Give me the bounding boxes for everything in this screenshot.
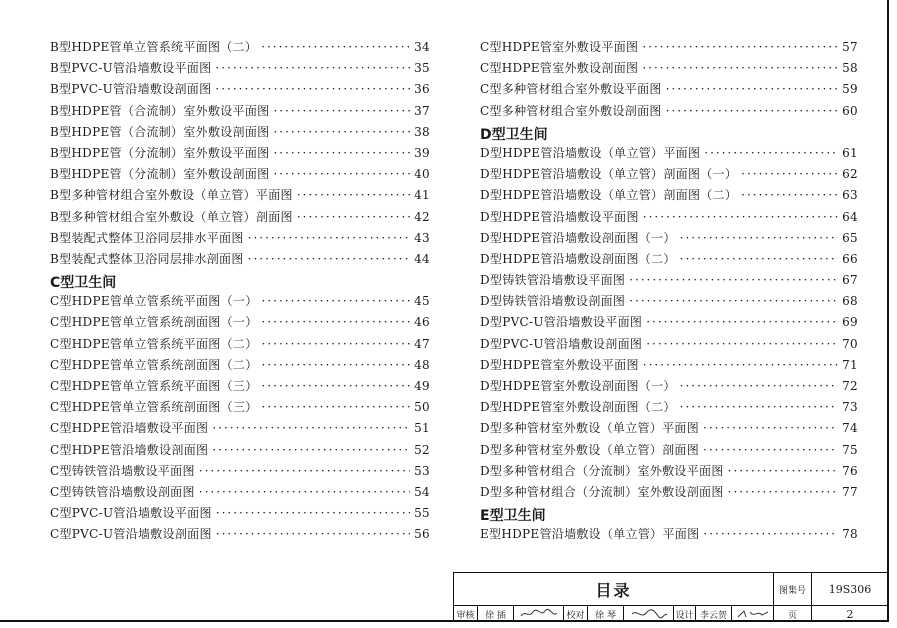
toc-entry xyxy=(50,80,430,101)
toc-entry-page: 63 xyxy=(842,188,858,203)
toc-entry-title: D型铸铁管沿墙敷设剖面图 xyxy=(480,294,626,309)
toc-entry-page: 73 xyxy=(842,400,858,415)
dot-leader xyxy=(199,464,410,478)
toc-entry-page: 67 xyxy=(842,273,858,288)
toc-entry-page: 61 xyxy=(842,145,858,160)
signature-row xyxy=(454,605,888,621)
dot-leader xyxy=(216,527,410,541)
toc-entry-page: 39 xyxy=(414,145,430,160)
toc-entry-title: D型PVC-U管沿墙敷设平面图 xyxy=(480,315,643,330)
dot-leader xyxy=(273,104,410,118)
toc-entry-title: C型多种管材组合室外敷设剖面图 xyxy=(480,103,662,118)
dot-leader xyxy=(629,294,838,308)
toc-entry-title: D型HDPE管室外敷设剖面图（一） xyxy=(480,379,676,393)
toc-entry xyxy=(480,292,858,313)
toc-entry-page: 60 xyxy=(842,103,858,118)
dot-leader xyxy=(728,485,838,499)
toc-entry-title: B型HDPE管（分流制）室外敷设平面图 xyxy=(50,145,270,160)
toc-entry-page: 38 xyxy=(414,124,430,139)
toc-entry-page: 44 xyxy=(414,251,430,266)
toc-entry-title: D型HDPE管沿墙敷设（单立管）平面图 xyxy=(480,145,701,160)
toc-entry-page: 65 xyxy=(842,230,858,245)
dot-leader xyxy=(262,379,410,393)
toc-entry-page: 64 xyxy=(842,209,858,224)
toc-entry-title: D型HDPE管室外敷设剖面图（二） xyxy=(480,400,676,415)
dot-leader xyxy=(248,231,410,245)
toc-entry xyxy=(480,144,858,165)
dot-leader xyxy=(261,40,410,54)
dot-leader xyxy=(629,273,838,287)
reviewer-signature xyxy=(514,606,564,622)
dot-leader xyxy=(262,358,410,372)
toc-entry-title: D型HDPE管沿墙敷设（单立管）剖面图（二） xyxy=(480,188,738,203)
toc-entry-page: 58 xyxy=(842,61,858,76)
toc-entry xyxy=(480,59,858,80)
dot-leader xyxy=(741,167,838,181)
dot-leader xyxy=(262,400,410,414)
toc-entry-title: C型HDPE管沿墙敷设平面图 xyxy=(50,421,209,436)
toc-entry xyxy=(480,356,858,377)
toc-entry-page: 62 xyxy=(842,167,858,182)
dot-leader xyxy=(704,146,838,160)
dot-leader xyxy=(646,337,838,351)
page-label: 页 xyxy=(774,606,812,622)
dot-leader xyxy=(680,231,838,245)
toc-entry-page: 75 xyxy=(842,442,858,457)
toc-entry xyxy=(480,229,858,250)
toc-entry-page: 55 xyxy=(414,506,430,521)
toc-entry xyxy=(50,102,430,123)
toc-entry-page: 48 xyxy=(414,357,430,372)
toc-entry-page: 76 xyxy=(842,463,858,478)
toc-entry xyxy=(50,525,430,546)
toc-entry-title: C型HDPE管室外敷设平面图 xyxy=(480,40,639,54)
dot-leader xyxy=(643,210,838,224)
toc-entry-page: 47 xyxy=(414,336,430,351)
toc-entry-title: B型HDPE管（合流制）室外敷设平面图 xyxy=(50,103,270,118)
reviewer-name: 徐 插 xyxy=(478,606,514,622)
dot-leader xyxy=(273,146,410,160)
dot-leader xyxy=(741,188,838,202)
section-heading: C型卫生间 xyxy=(50,275,117,292)
toc-left-column xyxy=(50,38,430,547)
toc-entry-title: C型HDPE管单立管系统平面图（一） xyxy=(50,294,258,309)
dot-leader xyxy=(728,464,838,478)
toc-entry xyxy=(50,313,430,334)
toc-entry-title: D型铸铁管沿墙敷设平面图 xyxy=(480,273,626,288)
toc-entry xyxy=(50,419,430,440)
toc-entry xyxy=(480,525,858,546)
check-label: 校对 xyxy=(564,606,588,622)
toc-entry-page: 69 xyxy=(842,315,858,330)
title-block xyxy=(453,572,887,620)
dot-leader xyxy=(666,82,838,96)
toc-entry-page: 52 xyxy=(414,442,430,457)
toc-entry xyxy=(480,335,858,356)
toc-entry-page: 42 xyxy=(414,209,430,224)
toc-entry-title: B型HDPE管单立管系统平面图（二） xyxy=(50,40,258,54)
dot-leader xyxy=(642,40,838,54)
dot-leader xyxy=(643,358,838,372)
title-block-title: 目录 xyxy=(454,573,774,605)
toc-entry-page: 34 xyxy=(414,40,430,54)
toc-entry xyxy=(50,229,430,250)
toc-entry-page: 53 xyxy=(414,463,430,478)
toc-entry xyxy=(50,38,430,59)
toc-entry xyxy=(480,186,858,207)
toc-entry-page: 41 xyxy=(414,188,430,203)
dot-leader xyxy=(642,61,838,75)
checker-signature xyxy=(624,606,674,622)
toc-entry-page: 35 xyxy=(414,61,430,76)
toc-entry-title: C型PVC-U管沿墙敷设平面图 xyxy=(50,506,212,521)
toc-entry xyxy=(50,208,430,229)
dot-leader xyxy=(199,485,410,499)
toc-entry xyxy=(50,250,430,271)
toc-entry-page: 74 xyxy=(842,421,858,436)
toc-entry xyxy=(50,59,430,80)
dot-leader xyxy=(215,82,410,96)
dot-leader xyxy=(646,315,838,329)
toc-entry-title: D型PVC-U管沿墙敷设剖面图 xyxy=(480,336,643,351)
toc-entry-page: 66 xyxy=(842,251,858,266)
dot-leader xyxy=(703,443,838,457)
toc-entry xyxy=(480,419,858,440)
checker-name: 徐 琴 xyxy=(588,606,624,622)
dot-leader xyxy=(212,443,410,457)
dot-leader xyxy=(703,527,838,541)
toc-entry-title: B型多种管材组合室外敷设（单立管）剖面图 xyxy=(50,209,293,224)
toc-entry-page: 45 xyxy=(414,294,430,309)
toc-entry-title: B型装配式整体卫浴同层排水平面图 xyxy=(50,230,244,245)
toc-entry-page: 40 xyxy=(414,167,430,182)
toc-entry xyxy=(50,292,430,313)
toc-entry xyxy=(480,38,858,59)
toc-entry-title: C型HDPE管室外敷设剖面图 xyxy=(480,61,639,76)
dot-leader xyxy=(273,125,410,139)
toc-entry xyxy=(480,165,858,186)
dot-leader xyxy=(262,294,410,308)
review-label: 审核 xyxy=(454,606,478,622)
toc-entry-title: C型HDPE管单立管系统剖面图（二） xyxy=(50,357,258,372)
toc-entry-title: D型HDPE管沿墙敷设剖面图（二） xyxy=(480,251,676,266)
toc-entry-page: 54 xyxy=(414,484,430,499)
toc-entry-page: 68 xyxy=(842,294,858,309)
toc-entry-page: 78 xyxy=(842,527,858,542)
dot-leader xyxy=(212,421,410,435)
toc-entry xyxy=(50,186,430,207)
toc-entry-title: D型多种管材组合（分流制）室外敷设平面图 xyxy=(480,463,724,478)
dot-leader xyxy=(297,210,410,224)
toc-entry xyxy=(50,441,430,462)
design-label: 设计 xyxy=(674,606,696,622)
toc-entry xyxy=(480,250,858,271)
toc-entry-title: C型PVC-U管沿墙敷设剖面图 xyxy=(50,527,212,542)
dot-leader xyxy=(216,506,410,520)
dot-leader xyxy=(680,379,838,393)
toc-entry xyxy=(50,144,430,165)
toc-entry xyxy=(50,504,430,525)
toc-entry xyxy=(480,462,858,483)
toc-entry-title: B型HDPE管（合流制）室外敷设剖面图 xyxy=(50,124,270,139)
toc-entry-title: E型HDPE管沿墙敷设（单立管）平面图 xyxy=(480,527,700,542)
toc-entry-title: C型多种管材组合室外敷设平面图 xyxy=(480,82,662,97)
toc-entry-title: D型HDPE管沿墙敷设剖面图（一） xyxy=(480,230,676,245)
toc-entry-page: 46 xyxy=(414,315,430,330)
toc-entry-title: D型HDPE管沿墙敷设平面图 xyxy=(480,209,639,224)
toc-entry xyxy=(50,462,430,483)
toc-entry-page: 57 xyxy=(842,40,858,54)
dot-leader xyxy=(262,337,410,351)
toc-entry-page: 51 xyxy=(414,421,430,436)
toc-entry xyxy=(480,271,858,292)
toc-entry-page: 37 xyxy=(414,103,430,118)
toc-entry xyxy=(50,398,430,419)
toc-entry-title: B型PVC-U管沿墙敷设平面图 xyxy=(50,61,212,76)
toc-entry xyxy=(50,335,430,356)
toc-entry-title: B型多种管材组合室外敷设（单立管）平面图 xyxy=(50,188,293,203)
dot-leader xyxy=(248,252,410,266)
dot-leader xyxy=(273,167,410,181)
toc-entry-page: 72 xyxy=(842,379,858,393)
toc-entry xyxy=(480,80,858,101)
toc-entry xyxy=(50,483,430,504)
toc-entry xyxy=(50,123,430,144)
toc-entry-title: B型装配式整体卫浴同层排水剖面图 xyxy=(50,251,244,266)
toc-entry-page: 59 xyxy=(842,82,858,97)
dot-leader xyxy=(297,188,410,202)
toc-entry xyxy=(480,102,858,123)
designer-signature xyxy=(732,606,774,622)
toc-entry xyxy=(480,441,858,462)
toc-entry-title: C型HDPE管单立管系统剖面图（三） xyxy=(50,400,258,415)
toc-entry xyxy=(50,165,430,186)
toc-entry-title: C型铸铁管沿墙敷设剖面图 xyxy=(50,484,195,499)
page-number: 2 xyxy=(846,607,854,621)
toc-entry xyxy=(480,377,858,398)
toc-entry-page: 50 xyxy=(414,400,430,415)
atlas-number-label: 图集号 xyxy=(774,573,812,605)
toc-entry xyxy=(480,313,858,334)
toc-entry xyxy=(480,398,858,419)
dot-leader xyxy=(215,61,410,75)
toc-entry-title: D型多种管材室外敷设（单立管）剖面图 xyxy=(480,442,700,457)
toc-entry-title: D型多种管材组合（分流制）室外敷设剖面图 xyxy=(480,484,724,499)
dot-leader xyxy=(666,104,838,118)
toc-entry-title: C型HDPE管单立管系统平面图（三） xyxy=(50,379,258,393)
toc-entry-title: D型HDPE管沿墙敷设（单立管）剖面图（一） xyxy=(480,167,738,182)
atlas-number: 19S306 xyxy=(828,582,872,596)
dot-leader xyxy=(680,252,838,266)
toc-entry-title: C型HDPE管单立管系统剖面图（一） xyxy=(50,315,258,330)
dot-leader xyxy=(680,400,838,414)
toc-entry-page: 36 xyxy=(414,82,430,97)
section-heading: D型卫生间 xyxy=(480,126,548,143)
toc-entry-page: 77 xyxy=(842,484,858,499)
toc-entry-page: 70 xyxy=(842,336,858,351)
section-heading: E型卫生间 xyxy=(480,508,546,525)
toc-entry xyxy=(480,208,858,229)
toc-entry-title: D型HDPE管室外敷设平面图 xyxy=(480,357,639,372)
toc-entry-title: C型铸铁管沿墙敷设平面图 xyxy=(50,463,195,478)
toc-entry-title: B型HDPE管（分流制）室外敷设剖面图 xyxy=(50,167,270,182)
toc-entry-page: 49 xyxy=(414,379,430,393)
toc-entry xyxy=(480,483,858,504)
toc-entry xyxy=(50,377,430,398)
toc-entry-page: 71 xyxy=(842,357,858,372)
designer-name: 李云贺 xyxy=(696,606,732,622)
toc-entry-page: 56 xyxy=(414,527,430,542)
frame-right-border xyxy=(887,0,889,620)
dot-leader xyxy=(262,315,410,329)
toc-entry-title: D型多种管材室外敷设（单立管）平面图 xyxy=(480,421,700,436)
toc-entry-title: B型PVC-U管沿墙敷设剖面图 xyxy=(50,82,212,97)
toc-entry xyxy=(50,356,430,377)
toc-entry-title: C型HDPE管沿墙敷设剖面图 xyxy=(50,442,209,457)
dot-leader xyxy=(703,421,838,435)
toc-entry-page: 43 xyxy=(414,230,430,245)
toc-right-column xyxy=(480,38,858,547)
toc-entry-title: C型HDPE管单立管系统平面图（二） xyxy=(50,336,258,351)
